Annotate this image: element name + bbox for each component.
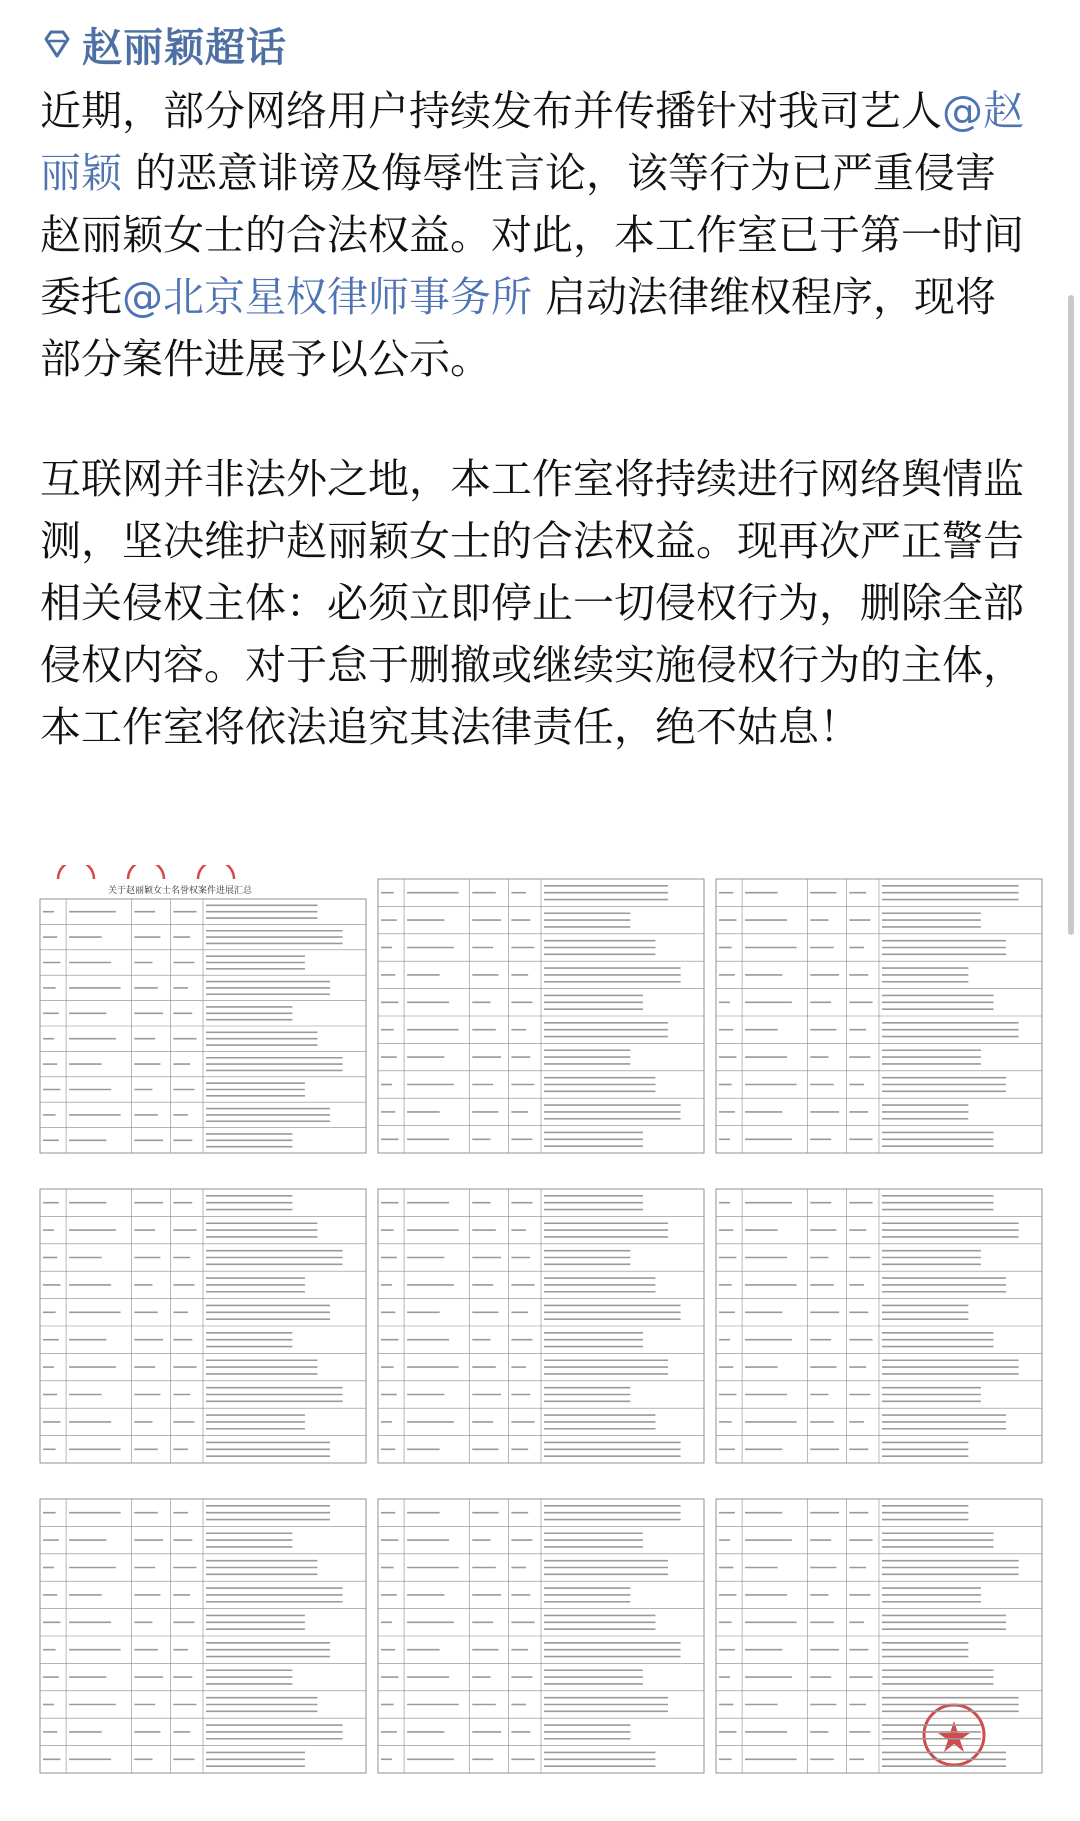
mention-link-zhao-liying[interactable]: @赵丽颖 — [40, 87, 1024, 197]
image-grid — [38, 865, 1044, 1795]
attachment-image[interactable] — [714, 1485, 1044, 1783]
super-topic-header[interactable] — [40, 14, 287, 74]
attachment-image[interactable] — [38, 1175, 368, 1473]
attachment-image[interactable] — [376, 1485, 706, 1783]
post-text: 的恶意诽谤及侮辱性言论，该等行为已严重侵害赵丽颖女士的合法权益。对此，本工作室已于第一时间委托 — [40, 149, 1024, 321]
attachment-image[interactable] — [376, 865, 706, 1163]
svg-text:关于赵丽颖女士名誉权案件进展汇总: 关于赵丽颖女士名誉权案件进展汇总 — [108, 886, 253, 896]
attachment-image[interactable] — [38, 1485, 368, 1783]
attachment-image[interactable] — [714, 1175, 1044, 1473]
mention-link-law-firm[interactable]: @北京星权律师事务所 — [122, 273, 532, 321]
attachment-image[interactable] — [38, 865, 368, 1163]
super-topic-name: 赵丽颖超话 — [82, 24, 287, 71]
scrollbar[interactable] — [1068, 295, 1074, 935]
attachment-image[interactable] — [376, 1175, 706, 1473]
post-body — [40, 80, 1030, 758]
attachment-image[interactable] — [714, 865, 1044, 1163]
post-paragraph-2: 互联网并非法外之地，本工作室将持续进行网络舆情监测，坚决维护赵丽颖女士的合法权益。现再次严正警告相关侵权主体：必须立即停止一切侵权行为，删除全部侵权内容。对于怠于删撤或继续实施侵权行为的主体，本工作室将依法追究其法律责任，绝不姑息！ — [40, 455, 1024, 751]
post-text: 近期，部分网络用户持续发布并传播针对我司艺人 — [40, 87, 942, 135]
post-text: 启动法律维权程序，现将部分案件进展予以公示。 — [40, 273, 997, 383]
post-paragraph-1 — [40, 80, 1030, 390]
diamond-icon — [40, 27, 74, 61]
